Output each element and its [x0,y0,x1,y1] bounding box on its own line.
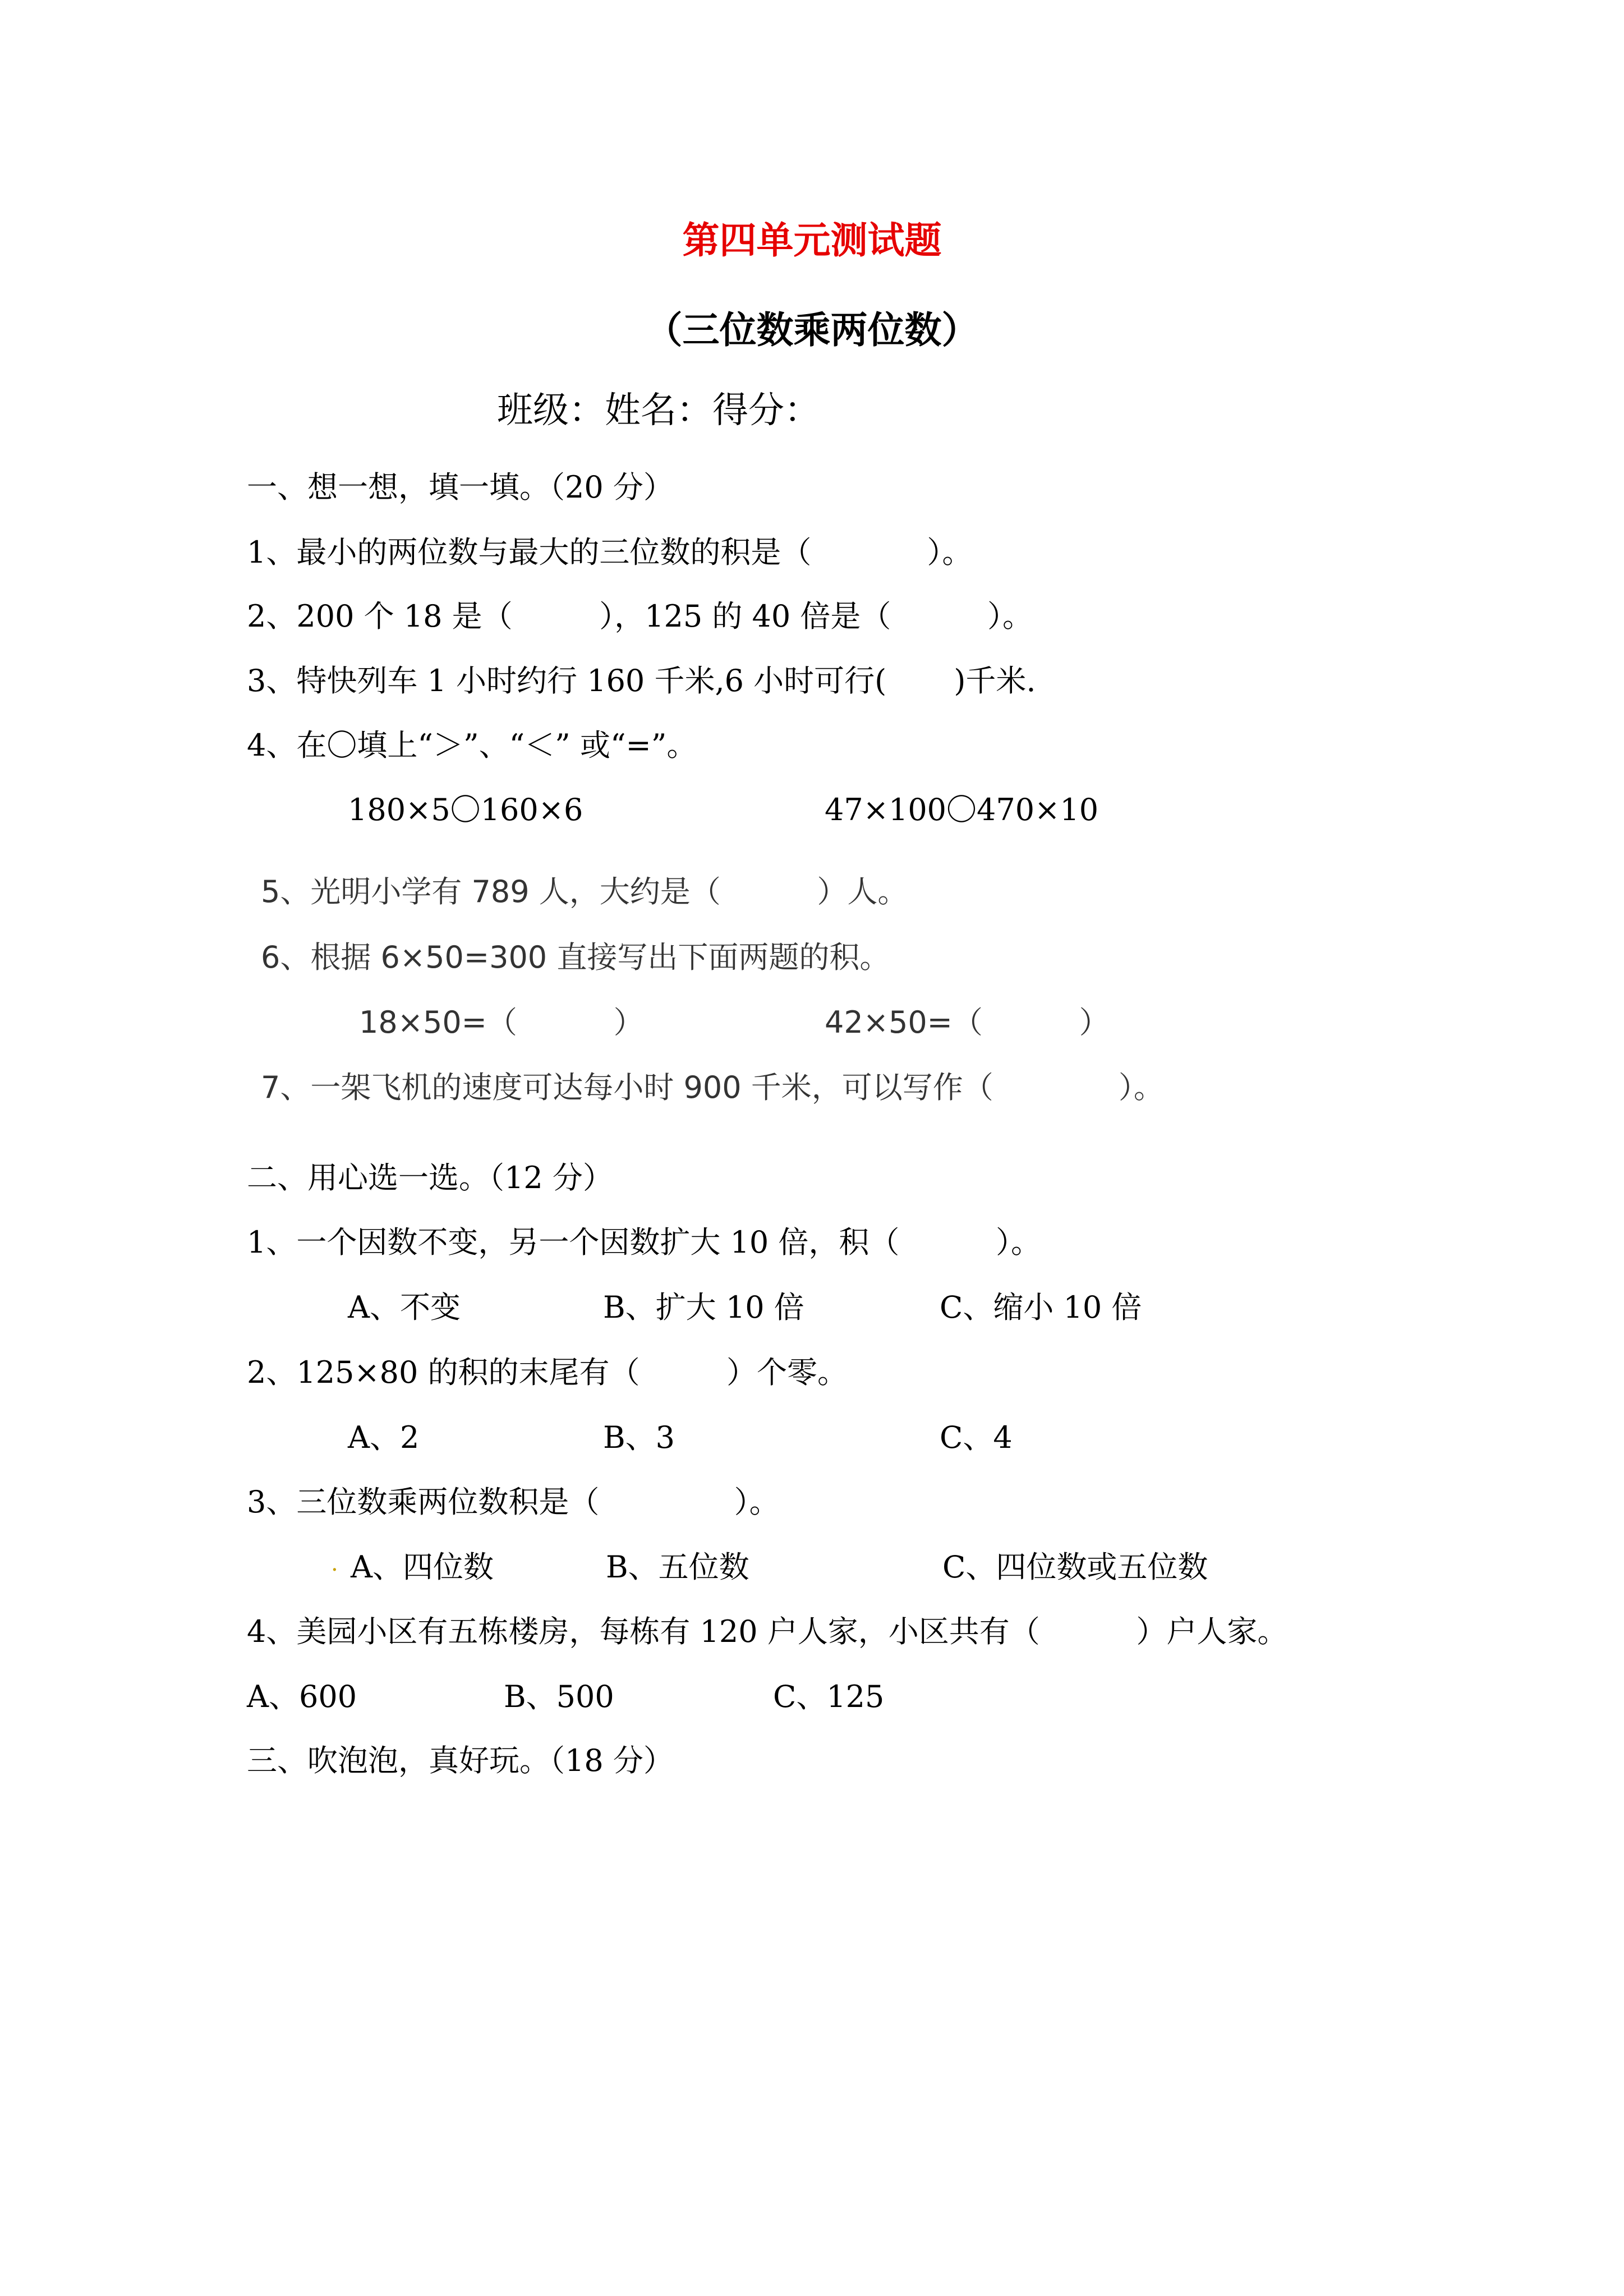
s2-question-1: 1、一个因数不变，另一个因数扩大 10 倍，积（ ）。 [247,1225,1042,1260]
section3-heading: 三、吹泡泡，真好玩。（18 分） [247,1743,674,1778]
s1-question-2: 2、200 个 18 是（ ），125 的 40 倍是（ ）。 [247,599,1033,634]
s1-q4-left-expression: 180×5〇160×6 [348,792,583,827]
s2-q4-option-a: A、600 [247,1679,357,1714]
s2-q1-option-b: B、扩大 10 倍 [603,1290,804,1325]
page-subtitle: （三位数乘两位数） [645,308,979,352]
s2-q2-option-a: A、2 [348,1420,420,1455]
s2-question-4: 4、美园小区有五栋楼房，每栋有 120 户人家，小区共有（ ）户人家。 [247,1614,1288,1649]
s2-q1-option-c: C、缩小 10 倍 [940,1290,1142,1325]
s1-question-5: 5、光明小学有 789 人，大约是（ ）人。 [261,874,908,909]
s1-question-7: 7、一架飞机的速度可达每小时 900 千米，可以写作（ ）。 [261,1070,1164,1105]
section2-heading: 二、用心选一选。（12 分） [247,1160,613,1195]
s2-q3-option-c: C、四位数或五位数 [942,1549,1208,1585]
s1-question-6: 6、根据 6×50=300 直接写出下面两题的积。 [261,940,890,975]
s1-question-3: 3、特快列车 1 小时约行 160 千米,6 小时可行( )千米. [247,663,1036,698]
s1-q6-right-expression: 42×50=（ ） [825,1005,1110,1040]
s2-q1-option-a: A、不变 [348,1290,461,1325]
s2-q3-option-b: B、五位数 [606,1549,749,1585]
student-info-line: 班级：姓名：得分： [497,390,820,431]
s1-q6-left-expression: 18×50=（ ） [359,1005,644,1040]
s1-q4-right-expression: 47×100〇470×10 [825,792,1099,827]
section1-heading: 一、想一想，填一填。（20 分） [247,470,674,505]
s2-question-3: 3、三位数乘两位数积是（ ）。 [247,1484,780,1520]
s1-question-4: 4、在〇填上“＞”、“＜” 或“=”。 [247,728,697,763]
s2-q2-option-c: C、4 [940,1420,1013,1455]
s2-q3-option-a: A、四位数 [351,1549,494,1585]
stray-mark: . [331,1550,338,1576]
s2-q4-option-c: C、125 [773,1679,885,1714]
s2-question-2: 2、125×80 的积的末尾有（ ）个零。 [247,1355,848,1390]
page-title: 第四单元测试题 [682,218,942,262]
s2-q2-option-b: B、3 [603,1420,675,1455]
s1-question-1: 1、最小的两位数与最大的三位数的积是（ ）。 [247,535,973,570]
s2-q4-option-b: B、500 [504,1679,614,1714]
